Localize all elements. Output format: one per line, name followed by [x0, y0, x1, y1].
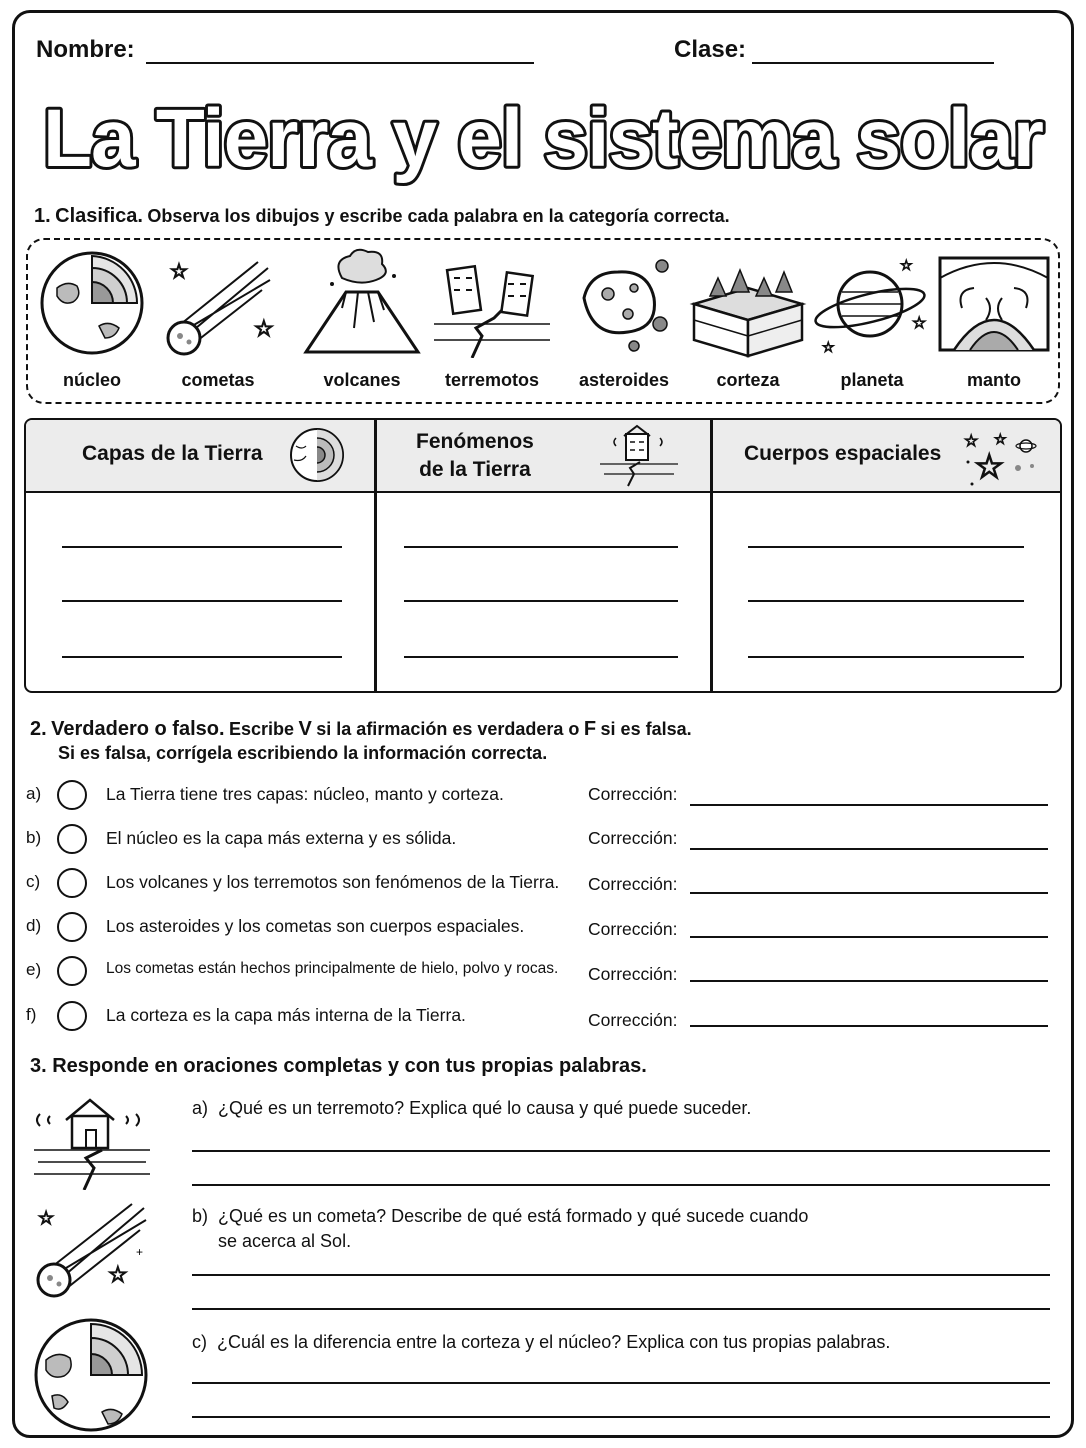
answer-line[interactable]: [192, 1382, 1050, 1384]
picture-label: volcanes: [323, 370, 401, 390]
category-table: [24, 418, 1062, 693]
category-capas-title: Capas de la Tierra: [82, 442, 263, 465]
picture-label: planeta: [840, 370, 904, 390]
answer-line[interactable]: [192, 1184, 1050, 1186]
section1-instruction: Observa los dibujos y escribe cada palabra en la categoría correcta.: [147, 206, 730, 226]
correction-label: Corrección:: [588, 919, 678, 939]
class-field[interactable]: [752, 62, 994, 64]
answer-line[interactable]: [62, 600, 342, 602]
tf-item-letter: d): [26, 916, 42, 935]
mantle-icon: [934, 248, 1054, 358]
asteroid-icon: [564, 248, 684, 358]
tf-statement: El núcleo es la capa más externa y es sólida.: [106, 828, 457, 848]
picture-volcanes: [302, 248, 422, 398]
earthquake-house-icon: [598, 424, 680, 488]
picture-terremotos: [432, 248, 552, 398]
stars-icon: [960, 428, 1042, 488]
category-title-line: Fenómenos: [416, 430, 534, 453]
svg-text:+: +: [136, 1245, 144, 1259]
section3-title: 3. Responde en oraciones completas y con tus propias palabras.: [30, 1055, 647, 1077]
name-field[interactable]: [146, 62, 534, 64]
correction-line[interactable]: [690, 804, 1048, 806]
svg-text:☆: ☆: [822, 339, 835, 355]
volcano-icon: [302, 248, 422, 358]
answer-circle[interactable]: [57, 1001, 87, 1031]
picture-planeta: [812, 248, 932, 398]
section2-title: 2. Verdadero o falso. Escribe V si la afirmación es verdadera o F si es falsa.: [30, 718, 692, 740]
tf-item: [12, 828, 1074, 868]
comet-icon: [32, 1200, 152, 1300]
answer-line[interactable]: [192, 1274, 1050, 1276]
picture-label: manto: [967, 370, 1021, 390]
tf-statement: La Tierra tiene tres capas: núcleo, manto y corteza.: [106, 784, 504, 804]
question-b: b) ¿Qué es un cometa? Describe de qué está formado y qué sucede cuando: [192, 1206, 809, 1226]
earth-layers-icon: [288, 426, 346, 484]
answer-line[interactable]: [192, 1416, 1050, 1418]
correction-label: Corrección:: [588, 784, 678, 804]
svg-text:☆: ☆: [38, 1208, 55, 1228]
tf-item: [12, 872, 1074, 912]
correction-line[interactable]: [690, 980, 1048, 982]
answer-circle[interactable]: [57, 824, 87, 854]
tf-item-letter: c): [26, 872, 41, 891]
correction-label: Corrección:: [588, 1010, 678, 1030]
class-label: Clase:: [674, 36, 747, 63]
answer-line[interactable]: [404, 546, 678, 548]
picture-label: terremotos: [444, 370, 540, 390]
picture-label: asteroides: [578, 370, 670, 390]
category-cuerpos-title: Cuerpos espaciales: [744, 442, 942, 465]
answer-line[interactable]: [62, 656, 342, 658]
picture-corteza: [688, 248, 808, 398]
tf-statement: Los volcanes y los terremotos son fenómenos de la Tierra.: [106, 872, 560, 892]
section1-title: 1. Clasifica. Observa los dibujos y escribe cada palabra en la categoría correcta.: [34, 205, 730, 227]
answer-line[interactable]: [748, 600, 1024, 602]
tf-item-letter: b): [26, 828, 42, 847]
tf-item: [12, 1005, 1074, 1045]
tf-item: [12, 784, 1074, 824]
correction-line[interactable]: [690, 1025, 1048, 1027]
answer-circle[interactable]: [57, 868, 87, 898]
answer-circle[interactable]: [57, 956, 87, 986]
correction-line[interactable]: [690, 848, 1048, 850]
tf-statement: La corteza es la capa más interna de la Tierra.: [106, 1005, 466, 1025]
earthquake-house-icon: [32, 1094, 152, 1190]
picture-asteroides: [564, 248, 684, 398]
picture-label: núcleo: [62, 370, 121, 390]
correction-line[interactable]: [690, 892, 1048, 894]
answer-line[interactable]: [404, 600, 678, 602]
name-label: Nombre:: [36, 36, 135, 63]
correction-line[interactable]: [690, 936, 1048, 938]
comet-icon: [158, 248, 278, 358]
tf-item-letter: e): [26, 960, 42, 979]
question-b-line2: se acerca al Sol.: [218, 1231, 352, 1251]
tf-statement: Los asteroides y los cometas son cuerpos espaciales.: [106, 916, 525, 936]
picture-nucleo: [32, 248, 152, 398]
earth-cutaway-icon: [37, 248, 147, 358]
correction-label: Corrección:: [588, 874, 678, 894]
tf-item-letter: f): [26, 1005, 37, 1024]
svg-text:☆: ☆: [964, 433, 979, 450]
svg-text:☆: ☆: [254, 316, 274, 341]
answer-line[interactable]: [748, 546, 1024, 548]
correction-label: Corrección:: [588, 964, 678, 984]
svg-text:☆: ☆: [994, 431, 1007, 447]
page-title: [30, 78, 1056, 198]
picture-manto: [934, 248, 1054, 398]
answer-line[interactable]: [404, 656, 678, 658]
picture-cometas: [158, 248, 278, 398]
picture-label: corteza: [716, 370, 780, 390]
tf-item-letter: a): [26, 784, 42, 803]
answer-line[interactable]: [748, 656, 1024, 658]
svg-text:☆: ☆: [108, 1262, 128, 1287]
answer-circle[interactable]: [57, 780, 87, 810]
svg-text:☆: ☆: [170, 261, 188, 283]
answer-line[interactable]: [62, 546, 342, 548]
tf-statement: Los cometas están hechos principalmente de hielo, polvo y rocas.: [106, 960, 559, 977]
picture-label: cometas: [181, 370, 255, 390]
svg-text:La Tierra y el sistema solar: La Tierra y el sistema solar: [43, 93, 1044, 184]
earthquake-icon: [432, 248, 552, 358]
answer-circle[interactable]: [57, 912, 87, 942]
svg-text:☆: ☆: [974, 448, 1005, 486]
tf-item: [12, 916, 1074, 956]
answer-line[interactable]: [192, 1308, 1050, 1310]
category-fenomenos-title: [416, 428, 534, 484]
correction-label: Corrección:: [588, 828, 678, 848]
section2-instruction: Si es falsa, corrígela escribiendo la información correcta.: [58, 743, 548, 763]
crust-block-icon: [688, 248, 808, 358]
tf-item: [12, 960, 1074, 1000]
picture-band: [26, 238, 1060, 404]
column-divider: [710, 420, 713, 691]
svg-text:☆: ☆: [912, 315, 927, 332]
column-divider: [374, 420, 377, 691]
answer-line[interactable]: [192, 1150, 1050, 1152]
question-c: c) ¿Cuál es la diferencia entre la corteza y el núcleo? Explica con tus propias palabras.: [192, 1332, 891, 1352]
ringed-planet-icon: [812, 248, 932, 358]
question-a: a) ¿Qué es un terremoto? Explica qué lo causa y qué puede suceder.: [192, 1098, 752, 1118]
earth-cutaway-icon: [32, 1316, 150, 1434]
category-title-line: de la Tierra: [419, 458, 531, 481]
svg-text:☆: ☆: [900, 257, 913, 273]
